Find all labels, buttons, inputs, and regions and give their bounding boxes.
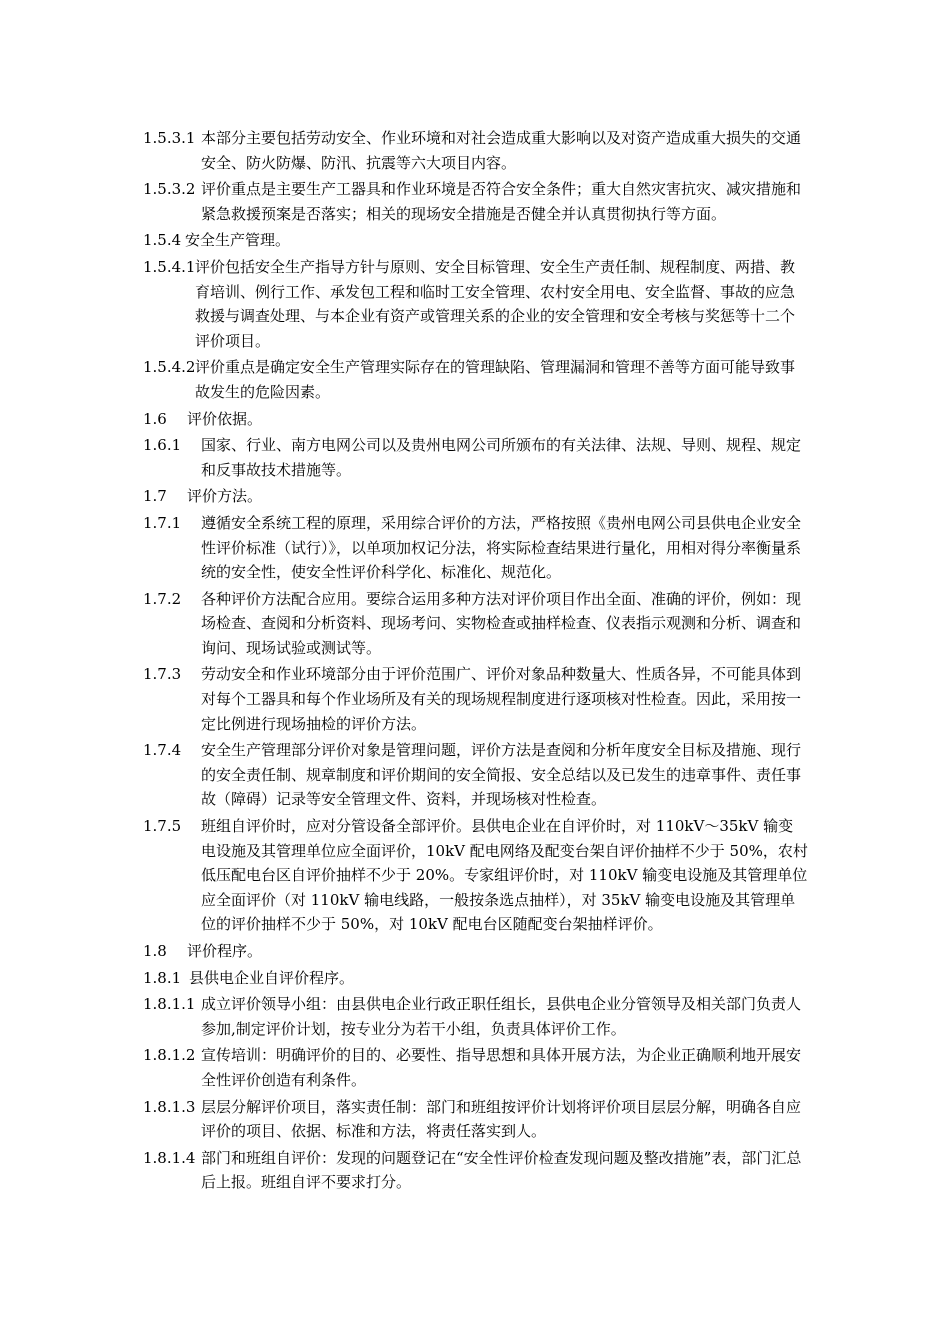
paragraph-1-5-3-2 — [143, 177, 808, 226]
paragraph-number: 1.5.4.2 — [143, 358, 196, 377]
paragraph-1-7-1 — [143, 511, 808, 585]
paragraph-number: 1.7.5 — [143, 817, 182, 836]
paragraph-1-6-1 — [143, 433, 808, 482]
paragraph-1-8-1-1 — [143, 992, 808, 1041]
paragraph-number: 1.6.1 — [143, 436, 182, 455]
paragraph-text: 安全生产管理部分评价对象是管理问题，评价方法是查阅和分析年度安全目标及措施、现行的安全责任制、规章制度和评价期间的安全简报、安全总结以及已发生的违章事件、责任事故（障碍）记录等安全管理文件、资料，并现场核对性检查。 — [201, 741, 802, 809]
paragraph-text: 本部分主要包括劳动安全、作业环境和对社会造成重大影响以及对资产造成重大损失的交通安全、防火防爆、防汛、抗震等六大项目内容。 — [201, 129, 802, 172]
paragraph-1-8-1-4 — [143, 1146, 808, 1195]
paragraph-number: 1.8.1.2 — [143, 1046, 196, 1065]
document-page — [0, 126, 950, 1195]
paragraph-1-5-4 — [143, 228, 808, 253]
paragraph-text: 安全生产管理。 — [185, 231, 291, 250]
paragraph-1-8 — [143, 939, 808, 964]
paragraph-number: 1.7.2 — [143, 589, 182, 608]
paragraph-1-7-3 — [143, 662, 808, 736]
paragraph-number: 1.8.1.4 — [143, 1148, 196, 1167]
paragraph-text: 班组自评价时，应对分管设备全部评价。县供电企业在自评价时，对 110kV～35kV 输变电设施及其管理单位应全面评价，10kV 配电网络及配变台架自评价抽样不少于 50%，农村低压配电台区自评价抽样不少于 20%。专家组评价时，对 110kV 输变电设施及其管理单位应全面评价（对 110kV 输电线路，一般按条选点抽样），对 35kV 输变电设施及其管理单位的评价抽样不少于 50%，对 10kV 配电台区随配变台架抽样评价。 — [201, 817, 808, 934]
paragraph-1-8-1-3 — [143, 1095, 808, 1144]
paragraph-text: 国家、行业、南方电网公司以及贵州电网公司所颁布的有关法律、法规、导则、规程、规定和反事故技术措施等。 — [201, 436, 802, 479]
paragraph-1-5-4-2 — [143, 355, 808, 404]
paragraph-number: 1.6 — [143, 409, 167, 428]
paragraph-text: 评价方法。 — [187, 487, 263, 506]
paragraph-1-7-5 — [143, 814, 808, 937]
paragraph-number: 1.8.1.3 — [143, 1097, 196, 1116]
paragraph-1-7 — [143, 484, 808, 509]
paragraph-1-7-2 — [143, 587, 808, 661]
paragraph-number: 1.8 — [143, 942, 167, 960]
paragraph-1-5-3-1 — [143, 126, 808, 175]
paragraph-1-8-1-2 — [143, 1043, 808, 1092]
paragraph-text: 各种评价方法配合应用。要综合运用多种方法对评价项目作出全面、准确的评价，例如：现场检查、查阅和分析资料、现场考问、实物检查或抽样检查、仪表指示观测和分析、调查和询问、现场试验或测试等。 — [201, 589, 802, 657]
paragraph-text: 层层分解评价项目，落实责任制：部门和班组按评价计划将评价项目层层分解，明确各自应评价的项目、依据、标准和方法，将责任落实到人。 — [201, 1097, 802, 1141]
paragraph-number: 1.5.3.2 — [143, 180, 196, 199]
paragraph-number: 1.8.1 — [143, 968, 182, 987]
paragraph-number: 1.8.1.1 — [143, 995, 196, 1014]
paragraph-text: 县供电企业自评价程序。 — [189, 968, 355, 987]
paragraph-number: 1.5.3.1 — [143, 129, 196, 147]
paragraph-number: 1.7.1 — [143, 513, 182, 532]
paragraph-number: 1.5.4.1 — [143, 257, 196, 276]
paragraph-text: 成立评价领导小组：由县供电企业行政正职任组长，县供电企业分管领导及相关部门负责人参加,制定评价计划，按专业分为若干小组，负责具体评价工作。 — [201, 995, 802, 1038]
paragraph-text: 遵循安全系统工程的原理，采用综合评价的方法，严格按照《贵州电网公司县供电企业安全性评价标准（试行）》，以单项加权记分法，将实际检查结果进行量化，用相对得分率衡量系统的安全性，使安全性评价科学化、标准化、规范化。 — [201, 513, 802, 582]
paragraph-number: 1.7.4 — [143, 741, 182, 760]
paragraph-text: 评价重点是主要生产工器具和作业环境是否符合安全条件；重大自然灾害抗灾、减灾措施和紧急救援预案是否落实；相关的现场安全措施是否健全并认真贯彻执行等方面。 — [201, 180, 802, 223]
paragraph-text: 评价程序。 — [187, 942, 263, 960]
paragraph-1-6 — [143, 407, 808, 432]
paragraph-text: 评价依据。 — [187, 409, 263, 428]
paragraph-text: 评价包括安全生产指导方针与原则、安全目标管理、安全生产责任制、规程制度、两措、教育培训、例行工作、承发包工程和临时工安全管理、农村安全用电、安全监督、事故的应急救援与调查处理、与本企业有资产或管理关系的企业的安全管理和安全考核与奖惩等十二个评价项目。 — [195, 257, 796, 350]
paragraph-1-8-1 — [143, 966, 808, 991]
paragraph-number: 1.7 — [143, 487, 167, 506]
paragraph-1-7-4 — [143, 738, 808, 812]
paragraph-text: 评价重点是确定安全生产管理实际存在的管理缺陷、管理漏洞和管理不善等方面可能导致事故发生的危险因素。 — [195, 358, 796, 401]
paragraph-text: 宣传培训：明确评价的目的、必要性、指导思想和具体开展方法，为企业正确顺利地开展安全性评价创造有利条件。 — [201, 1046, 802, 1089]
paragraph-text: 劳动安全和作业环境部分由于评价范围广、评价对象品种数量大、性质各异，不可能具体到对每个工器具和每个作业场所及有关的现场规程制度进行逐项核对性检查。因此，采用按一定比例进行现场抽检的评价方法。 — [201, 665, 802, 733]
paragraph-text: 部门和班组自评价：发现的问题登记在“安全性评价检查发现问题及整改措施”表，部门汇总后上报。班组自评不要求打分。 — [201, 1148, 802, 1192]
paragraph-1-5-4-1 — [143, 255, 808, 353]
paragraph-number: 1.7.3 — [143, 665, 182, 684]
paragraph-number: 1.5.4 — [143, 231, 182, 250]
